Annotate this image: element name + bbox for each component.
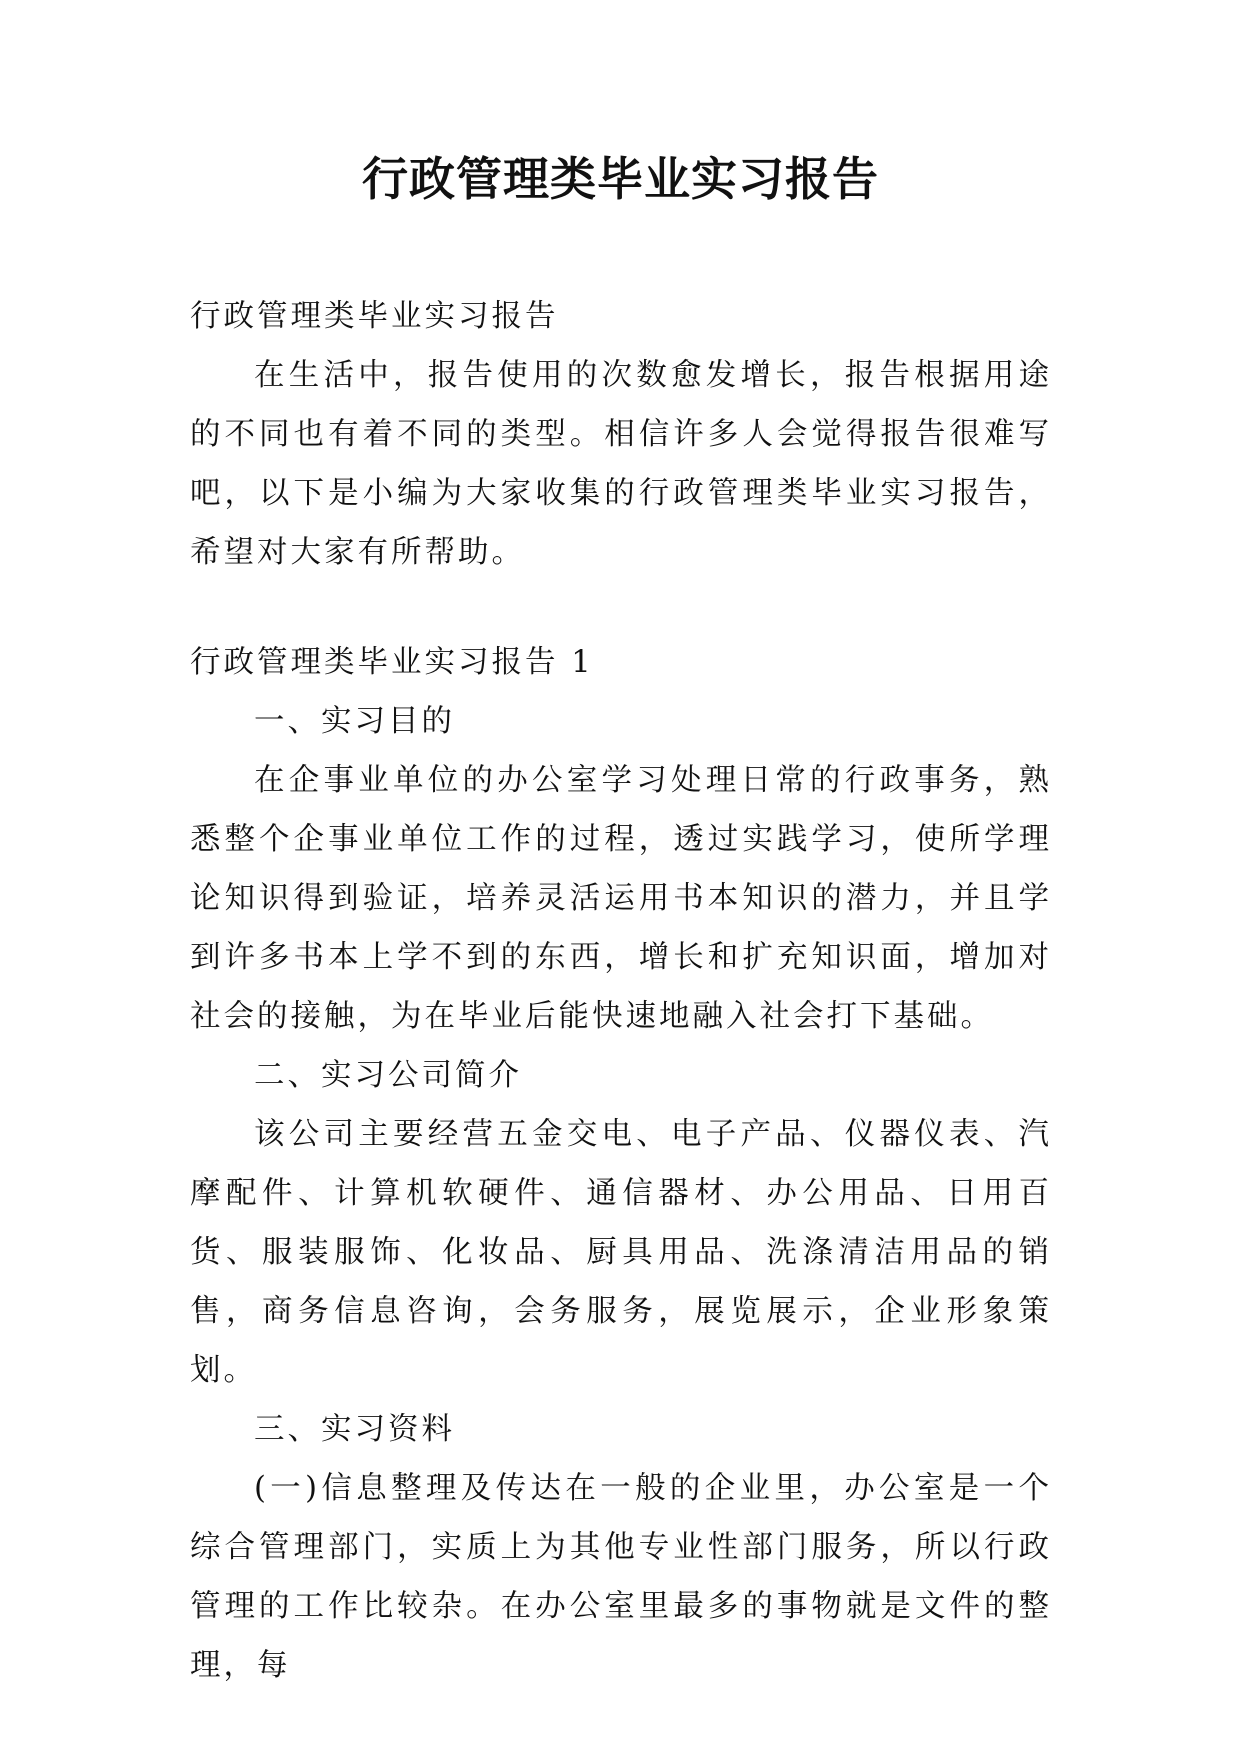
intro-paragraph: 在生活中，报告使用的次数愈发增长，报告根据用途的不同也有着不同的类型。相信许多人会觉得报告很难写吧，以下是小编为大家收集的行政管理类毕业实习报告，希望对大家有所帮助。	[190, 358, 1052, 570]
document-title: 行政管理类毕业实习报告	[362, 152, 879, 206]
section-3-paragraph: (一)信息整理及传达在一般的企业里，办公室是一个综合管理部门，实质上为其他专业性部门服务，所以行政管理的工作比较杂。在办公室里最多的事物就是文件的整理，每	[190, 1471, 1052, 1683]
report-1-heading: 行政管理类毕业实习报告 1	[190, 645, 594, 680]
report-1-block	[190, 633, 1052, 1695]
section-2-heading: 二、实习公司简介	[254, 1058, 522, 1093]
section-1-paragraph: 在企事业单位的办公室学习处理日常的行政事务，熟悉整个企事业单位工作的过程，透过实践学习，使所学理论知识得到验证，培养灵活运用书本知识的潜力，并且学到许多书本上学不到的东西，增长和扩充知识面，增加对社会的接触，为在毕业后能快速地融入社会打下基础。	[190, 763, 1052, 1034]
section-2-paragraph: 该公司主要经营五金交电、电子产品、仪器仪表、汽摩配件、计算机软硬件、通信器材、办公用品、日用百货、服装服饰、化妆品、厨具用品、洗涤清洁用品的销售，商务信息咨询，会务服务，展览展示，企业形象策划。	[190, 1117, 1052, 1388]
document-subtitle: 行政管理类毕业实习报告	[190, 299, 559, 334]
section-3-heading: 三、实习资料	[254, 1412, 455, 1447]
section-1-heading: 一、实习目的	[254, 704, 455, 739]
intro-block	[190, 287, 1052, 582]
